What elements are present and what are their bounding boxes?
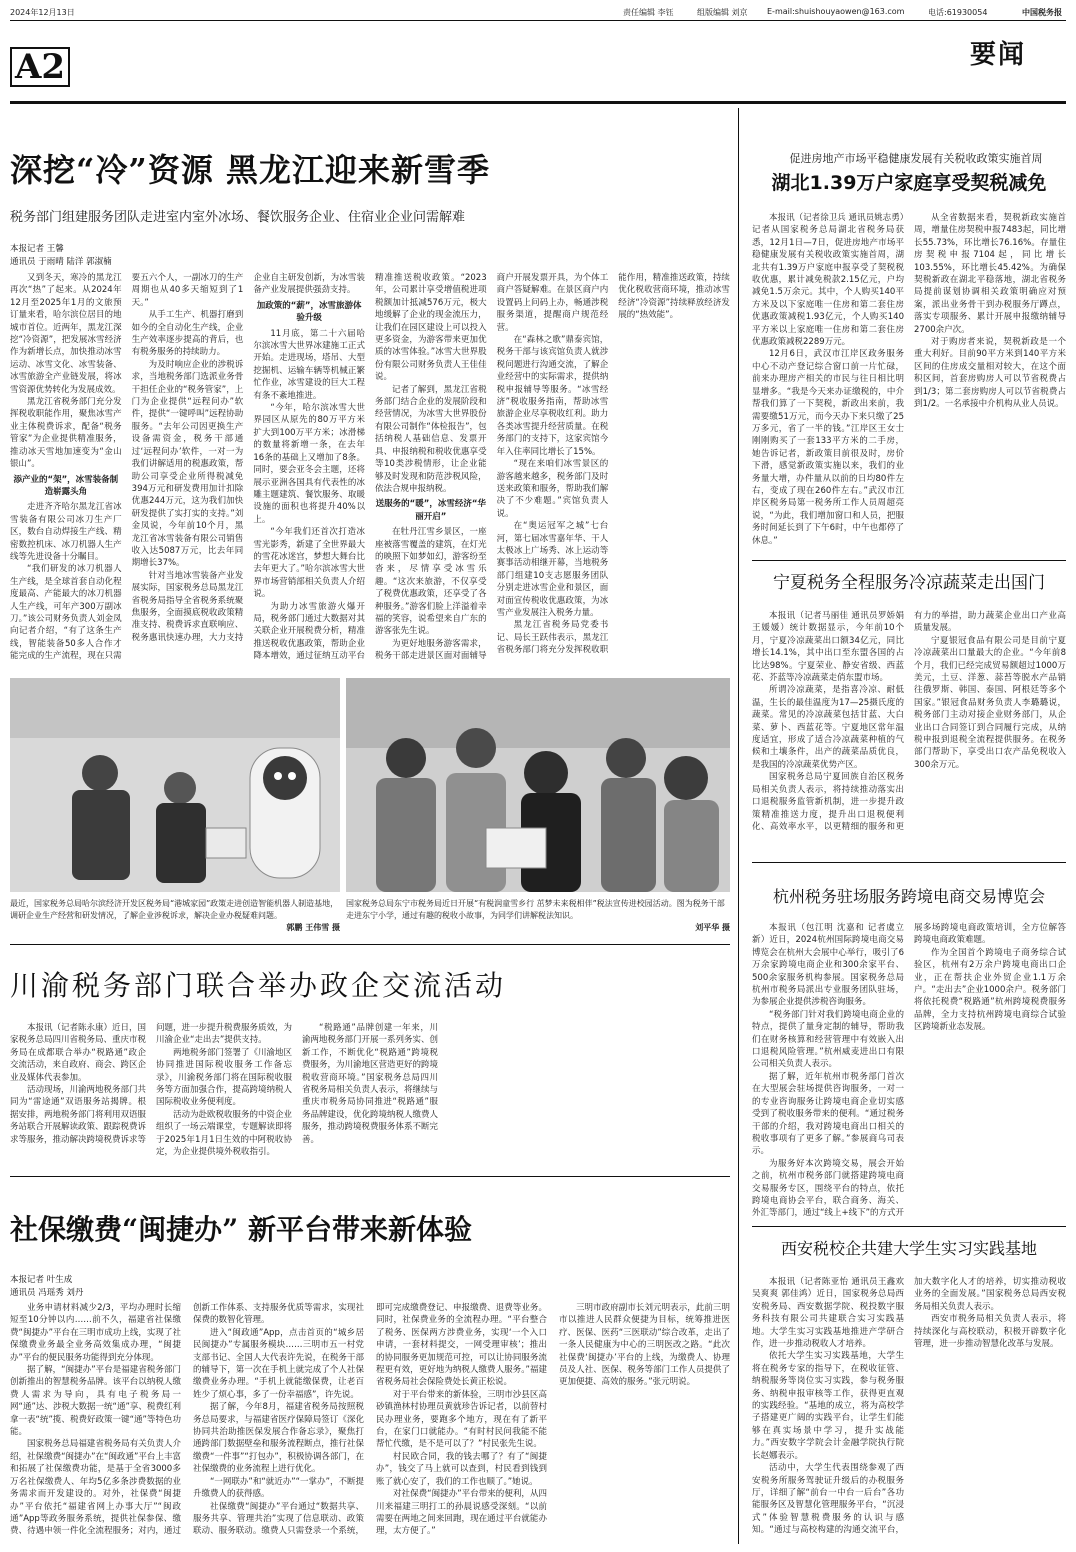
- main-byline-reporter: 本报记者 王馨: [10, 244, 64, 254]
- article-paragraph: 从手工生产、机器打磨到如今的全自动化生产线，企业生产效率逐步提高的背后，也有税务服务的持续助力。: [131, 310, 244, 358]
- page-header: [0, 0, 1076, 20]
- article-paragraph: 三明市政府副市长刘元明表示，此前三明市以推进人民群众便捷为目标，统筹推进医疗、医保、医药“三医联动”综合改革，走出了一条人民健康为中心的三明医改之路。“此次社保费‘闽捷办’平台的上线，为缴费人、协理员及人社、医保、税务等部门工作人员提供了更加便捷、高效的服务。”张元明说。: [559, 1303, 730, 1388]
- article-paragraph: 为服务好本次跨境交易，展会开始之前，杭州市税务部门就搭建跨境电商交易服务专区，围绕平台的特点，依托跨境电商协会平台，联合商务、海关、外汇等部门，通过“线上+线下”的方式开展多场跨境电商政策培训，全方位解答跨境电商政策难题。: [752, 923, 1066, 1219]
- article-paragraph: 国家税务总局宁夏回族自治区税务局相关负责人表示，将持续推动落实出口退税服务监管新机制，进一步提升政策精准推送力度，提升出口退税便利化、高效率水平，以更精细的服务和更有力的举措，助力蔬菜企业出口产业高质量发展。: [752, 611, 1066, 832]
- article-paragraph: 所谓冷凉蔬菜，是指喜冷凉、耐低温，生长的最佳温度为17—25摄氏度的蔬菜。常见的冷凉蔬菜包括甘蓝、大白菜、萝卜、西蓝花等。宁夏地区常年温度适宜，形成了适合冷凉蔬菜种植的气候和土壤条件，出产的蔬菜品质优良，是我国的冷凉蔬菜优势产区。: [752, 685, 904, 770]
- article-paragraph: 针对当地冰雪装备产业发展实际，国家税务总局黑龙江省税务局指导全省税务系统聚焦服务，全面摸底税收政策精准支持、税费诉求直联响应、税务惠讯快速办理，大力支持企业自主研发创新，为冰雪装备产业发展提供强劲支持。: [131, 273, 365, 643]
- article-paragraph: 在牡丹江雪乡景区，一座座被落雪覆盖的建筑，在灯光的映照下如梦如幻，游客纷至沓来，尽情享受冰雪乐趣。“这次来旅游，不仅享受了税费优惠政策，还享受了各种服务。”游客们脸上洋溢着幸福的笑容，说希望来自广东的游客张先生说。: [374, 527, 487, 637]
- ningxia-article-body: [752, 610, 1066, 854]
- header-rule: [10, 20, 1066, 21]
- xian-headline: 西安税校企共建大学生实习实践基地: [780, 1239, 1037, 1258]
- hangzhou-article-body: [752, 922, 1066, 1222]
- divider-1: [10, 944, 730, 945]
- contact-phone: 电话:61930054: [928, 8, 988, 17]
- chuanyu-article-body: [10, 1022, 730, 1170]
- main-subtitle: 税务部门组建服务团队走进室内室外冰场、餐饮服务企业、住宿业企业问需解难: [10, 210, 466, 225]
- robot-photo: [10, 678, 340, 892]
- layout-editor: 组版编辑 刘京: [697, 8, 748, 17]
- main-byline: [10, 243, 170, 269]
- article-paragraph: 据了解，近年杭州市税务部门首次在大型展会驻场提供咨询服务，一对一的专业咨询服务让跨境电商企业切实感受到了税收服务带来的便利。“通过税务干部的介绍，我对跨境电商出口相关的税收事项有了更多了解。”参展商乌司表示。: [752, 1071, 904, 1157]
- newspaper-name: 中国税务报: [1022, 8, 1062, 17]
- article-paragraph: 为更好地服务游客需求，税务干部走进景区面对面辅导商户开展发票开具，为个体工商户答疑解难。在景区商户内设置码上问码上办，畅通涉税服务渠道，提醒商户规范经营。: [374, 273, 609, 662]
- divider-2: [10, 1176, 730, 1177]
- hubei-headline: 湖北1.39万户家庭享受契税减免: [771, 172, 1047, 194]
- xian-article-body: [752, 1276, 1066, 1542]
- main-photo-left: [10, 678, 340, 892]
- issue-date: 2024年12月13日: [10, 8, 75, 17]
- article-paragraph: 在“奥运冠军之城”七台河，第七届冰雪嘉年华、干人太极冰上广场秀、冰上运动等赛事活动相继开幕，当地税务部门组建10支志愿服务团队分别走进冰雪企业和景区，面对面宣传税收优惠政策，为冰雪产业发展注入税务力量。: [496, 521, 609, 618]
- main-photo-right: [346, 678, 730, 892]
- minjie-headline: 社保缴费“闽捷办” 新平台带来新体验: [10, 1213, 472, 1246]
- article-paragraph: 12月6日，武汉市江岸区政务服务中心不动产登记综合窗口前一片忙碌，前来办理房产相关的市民与往日相比明显增多。“我是今天来办证缴税的，中介帮我们算了一下契税，新政出来前，我需要缴51万元，而今天办下来只缴了25万多元，省了一半的钱。”江岸区王女士刚刚购买了一套133平方米的二手房，她告诉记者，新政策目前很及时，房价下滑，感觉新政策实施以来，我们的业务量大增，办件量从以前的日均80件左右，变成了现在260件左右。”武汉市江岸区税务局第一税务所工作人员周超亮说，“为此，我们增加窗口和人员，把服务时间延长到了下午6时，中午也都停了休息。”: [752, 349, 904, 546]
- article-paragraph: “税路通”品牌创建一年来，川渝两地税务部门开展一系列务实、创新工作，不断优化“税路通”跨境税费服务，为川渝地区营造更好的跨境税收营商环境。”国家税务总局四川省税务局相关负责人表示，将继续与重庆市税务局协同推进“税路通”服务品牌建设，优化跨境纳税人缴费人服务，推动跨境税费服务体系不断完善。: [302, 1023, 439, 1145]
- article-paragraph: “税务部门针对我们跨境电商企业的特点，提供了量身定制的辅导，帮助我们在财务核算和经营管理中有效嵌入出口退税风险管理。”杭州威麦进出口有限公司相关负责人表示。: [752, 1009, 904, 1070]
- article-paragraph: 11月底，第二十六届哈尔滨冰雪大世界冰建施工正式开始。走进现场，塔吊、大型挖掘机、运输车辆等机械正繁忙作业，冰雪建设的巨大工程有条不紊地推进。: [253, 328, 365, 401]
- classroom-photo: [346, 678, 730, 892]
- hubei-article-body: [752, 212, 1066, 552]
- chuanyu-headline: 川渝税务部门联合举办政企交流活动: [10, 969, 507, 1002]
- article-subhead: 送服务的“暖”，冰雪经济“华丽开启”: [375, 499, 486, 522]
- article-paragraph: 对社保费“闽捷办”平台带来的便利，从四川来福建三明打工的孙晨说感受深刻。“以前需要在两地之间来回跑，现在通过平台就能办理，太方便了。”: [376, 1489, 547, 1537]
- article-paragraph: 本报讯（记者马丽佳 通讯员罗娇娟 王媛媛）统计数据显示，今年前10个月，宁夏冷凉蔬菜出口额34亿元，同比增长14.1%，其中出口至东盟各国的占比达98%。宁夏荣业、静安省级、西蓝花、芥蓝等冷凉蔬菜走俏东盟市场。: [752, 611, 904, 684]
- article-paragraph: 活动为赴欧税收服务的中资企业组织了一场云端课堂，专题解读即将于2025年1月1日生效的中阿税收协定，为企业提供境外税收指引。: [156, 1109, 293, 1158]
- article-paragraph: 依托大学生实习实践基地，大学生将在税务专家的指导下，在税收征管、纳税服务等岗位实习实践，参与税务服务、纳税申报审核等工作，获得更直观的实践经验。“基地的成立，将为高校学子搭建更广阔的实践平台，让学生们能够在真实场景中学习，提升实战能力。”西安数字学院会计金融学院执行院长赵娜表示。: [752, 1351, 904, 1461]
- minjie-byline-reporter: 本报记者 叶生成: [10, 1275, 73, 1285]
- article-paragraph: 据了解，“闽捷办”平台是福建省税务部门创新推出的智慧税务品牌。该平台以纳税人缴费人需求为导向，具有电子税务局一网“通”达、涉税大数据一统“通”享、税费红利拿一表“统”揽、税费好政策一键“通”等特色功能。: [10, 1365, 181, 1438]
- article-paragraph: “一网联办”和“就近办”“一掌办”，不断提升缴费人的获得感。: [193, 1476, 364, 1500]
- article-paragraph: 两地税务部门签署了《川渝地区协同推进国际税收服务工作备忘录》，川渝税务部门将在国际税收服务等方面加强合作，提高跨境纳税人国际税收业务便利度。: [156, 1047, 293, 1108]
- responsible-editor: 责任编辑 李钰: [623, 8, 674, 17]
- article-paragraph: 为助力冰雪旅游火爆开局，税务部门通过大数据对其关联企业开展税费分析，精准推送税收优惠政策，帮助企业降本增效，通过征纳互动平台精准推送税收政策。“2023年，公司累计享受增值税进项税额加计抵减576万元，极大地缓解了企业的现金流压力，让我们在园区建设上可以投入更多资金，为游客带来更加优质的冰雪体验。”冰雪大世界股份有限公司财务负责人王佳佳说。: [253, 273, 487, 662]
- section-label: 要闻: [970, 40, 1027, 70]
- article-paragraph: “今年，哈尔滨冰雪大世界园区从原先的80万平方米扩大到100万平方米；冰滑梯的数量将新增一条，在去年16条的基础上又增加了8条。同时，要会亚冬会主题，还将展示亚洲各国具有代表性的冰雕主题建筑、餐饮服务、取暖设施的面积也将提升40%以上。: [253, 403, 365, 525]
- ningxia-headline: 宁夏税务全程服务冷凉蔬菜走出国门: [773, 573, 1045, 593]
- article-paragraph: 黑龙江省税务部门充分发挥税收职能作用，聚焦冰雪产业主体税费诉求，配备“税务管家”为企业提供精准服务，推动冰天雪地加速变为“金山银山”。: [10, 397, 122, 470]
- article-paragraph: “现在来咱们冰雪景区的游客越来越多，税务部门及时送来政策和服务，帮助我们解决了不少难题。”宾馆负责人说。: [496, 459, 609, 519]
- masthead-rule: [10, 101, 1066, 104]
- article-paragraph: 为及时响应企业的涉税诉求，当地税务部门选派业务骨干担任企业的“税务管家”，上门为企业提供“远程问办”软件，提供“一键呼叫”远程协助服务。“去年公司因更换生产设备需资金，税务干部通过‘远程问办’软件，一对一为我们讲解适用的税惠政策，帮助公司享受企业所得税减免394万元和研发费用加计扣除优惠244万元，这为我们加快研发提供了实打实的支持。”刘金凤说，今年前10个月，黑龙江省冰雪装备有限公司销售收入达5087万元，比去年同期增长37%。: [131, 359, 244, 569]
- article-paragraph: “我们研发的冰刀机器人生产线，是全球首套自动化程度最高、产能最大的冰刀机器人生产线，可年产300万副冰刀。”该公司财务负责人刘金凤向记者介绍，“有了这条生产线，智能装备50多人合作才能完成的生产流程，现在只需要五六个人，一副冰刀的生产周期也从40多天缩短到了1天。”: [10, 273, 244, 662]
- article-paragraph: 西安市税务局相关负责人表示，将持续深化与高校联动，积极开辟数字化管理，进一步推动智慧化改革与发展。: [914, 1314, 1066, 1350]
- article-paragraph: 黑龙江省税务局党委书记、局长王跃伟表示，黑龙江省税务部门将充分发挥税收职能作用，精准推送政策，持续优化税收营商环境，推动冰雪经济“冷资源”持续释放经济发展的“热效能”。: [496, 273, 730, 656]
- article-paragraph: 国家税务总局福建省税务局有关负责人介绍，社保缴费“闽捷办”在“闽政通”平台上丰富和拓展了社保缴费功能，是基于全省3000多万名社保缴费人、年均5亿多条涉费数据的业务需求而开发建设的。对外，社保费“闽捷办”平台依托“福建省网上办事大厅”“闽政通”App等政务服务系统，提供社保参保、缴费、待遇申领一件化全流程服务；对内，通过创新工作体系、支持服务优质等需求，实现社保费的数智化管理。: [10, 1303, 364, 1537]
- main-headline: 深挖“冷”资源 黑龙江迎来新雪季: [10, 151, 490, 189]
- article-paragraph: 又到冬天，寒冷的黑龙江再次“热”了起来。从2024年12月至2025年1月的文旅预订量来看，哈尔滨位居目的地城市首位。近两年，黑龙江深挖“冷资源”，把发展冰雪经济作为新增长点，加快推动冰雪运动、冰雪文化、冰雪装备、冰雪旅游全产业链发展，将冰雪资源优势转化为发展成效。: [10, 273, 122, 395]
- main-article-body: [10, 272, 730, 668]
- article-paragraph: 村民欧合同，我的钱去哪了？有了“闽捷办”，钱交了马上就可以查到，村民看到钱到账了就心安了，我们的工作也顺了。”她说。: [376, 1451, 547, 1487]
- hubei-kicker: 促进房地产市场平稳健康发展有关税收政策实施首周: [789, 152, 1043, 165]
- article-paragraph: 本报讯（记者陈永康）近日，国家税务总局四川省税务局、重庆市税务局在成都联合举办“税路通”政企交流活动，来自政府、商会、跨区企业及媒体代表参加。: [10, 1023, 147, 1083]
- minjie-byline-correspondents: 通讯员 冯瑶秀 刘丹: [10, 1288, 84, 1298]
- divider-5: [752, 1226, 1066, 1227]
- hangzhou-headline: 杭州税务驻场服务跨境电商交易博览会: [772, 887, 1045, 906]
- article-paragraph: “今年我们还首次打造冰雪光影秀，新建了全世界最大的雪花冰迷宫，梦想大舞台比去年更大了。”哈尔滨冰雪大世界市场营销部相关负责人介绍说。: [253, 527, 365, 600]
- article-paragraph: 本报讯（包江明 沈嘉和 记者虞立新）近日，2024杭州国际跨境电商交易博览会在杭州大会展中心举行，吸引了6万余家跨境电商企业和300余家平台、500余家服务机构参展。国家税务总局杭州市税务局派出专业服务团队驻场，为参展企业提供涉税咨询服务。: [752, 923, 904, 1008]
- article-paragraph: 从全省数据来看，契税新政实施首周，增量住房契税申报7483起，同比增长55.73%，环比增长76.16%。存量住房契税申报7104起，同比增长103.55%，环比增长45.42%。为确保契税新政在湖北平稳落地，湖北省税务局提前谋划协调相关政策明确应对预案，派出业务骨干到办税服务厅蹲点，落实专项服务、累计开展申报缴纳辅导2700余户次。: [914, 213, 1066, 335]
- photo-caption-right: 国家税务总局东宁市税务局近日开展“有税润童雪乡行 茁梦未来税相伴”税法宣传进校园活动。图为税务干部走进东宁小学，通过有趣的税收小故事，为同学们讲解税法知识。: [346, 899, 725, 920]
- article-paragraph: 对于平台带来的新体验，三明市沙县区高砂镇渔林村协理员黄就珍告诉记者，以前替村民办理业务，要跑多个地方，现在有了新平台，在家门口就能办。“有时村民问我能不能帮忙代缴，是不是可以了？”村民张先生说。: [376, 1389, 547, 1450]
- article-paragraph: 记者了解到，黑龙江省税务部门结合企业的发展阶段和经营情况，为冰雪大世界股份有限公司制作“体检报告”，包括纳税人基础信息、发票开具、申报纳税和税收优惠享受等10类涉税情形，让企业能够及时发现和防范涉税风险，依法合规申报纳税。: [374, 384, 487, 494]
- divider-4: [752, 862, 1066, 863]
- article-subhead: 加政策的“薪”，冰雪旅游体验升级: [256, 300, 362, 324]
- divider-3: [752, 560, 1066, 561]
- article-paragraph: 社保缴费“闽捷办”平台通过“数据共享、服务共享、管理共治”实现了信息联动、政策联动、服务联动。缴费人只需登录一个系统，即可完成缴费登记、申报缴费、退费等业务。同时，社保费业务的全流程办理。“平台整合了税务、医保两方涉费业务，实现‘一个入口申请，一套材料提交，一网受理审核’；推出的协同服务更加规范可控，可以让协同服务流程更有效，更好地为纳税人缴费人服务。”福建省税务局社会保险费处长黄正松说。: [193, 1303, 547, 1537]
- article-paragraph: 本报讯（记者徐卫兵 通讯员姚志勇）记者从国家税务总局湖北省税务局获悉，12月1日—7日，促进房地产市场平稳健康发展有关税收政策实施首周，湖北共有1.39万户家庭申报享受了契税税收优惠，累计减免税款2.15亿元，户均减免1.5万余元。其中，个人购买140平方米及以下家庭唯一住房和第二套住房优惠政策减税1.93亿元，个人购买140平方米以上家庭唯一住房和第二套住房优惠政策减税2289万元。: [752, 213, 904, 348]
- contact-email[interactable]: E-mail:shuishouyaowen@163.com: [767, 7, 905, 16]
- article-paragraph: 活动现场，川渝两地税务部门共同为“雷途通”双语服务站揭牌。根据安排，两地税务部门将利用双语服务站联合开展解读政策、跟踪税费诉求等服务，推动解决跨境税费诉求等问题，进一步提升税费服务质效，为川渝企业“走出去”提供支持。: [10, 1023, 293, 1145]
- article-subhead: 添产业的“架”，冰雪装备制造崭露头角: [13, 474, 119, 497]
- article-paragraph: 在“森林之歌”鼎泰宾馆，税务干部与该宾馆负责人就涉税问题进行沟通交流，了解企业经营中的实际需求，提供纳税申报辅导等服务。“冰雪经济”税收服务指南，帮助冰雪旅游企业尽享税收红利。助力各类冰雪提升经营质量。在税务部门的支持下，这家宾馆今年入住率同比增长了15%。: [496, 335, 609, 457]
- article-paragraph: 活动中，大学生代表围绕参观了西安税务所服务驾驶证升级后的办税服务厅，详细了解“前台一中台一后台”各功能服务区及智慧化管理服务平台，“沉浸式”体验智慧税费服务的认识与感知。“通过与高校构建的沟通交流平台，加大数字化人才的培养，切实推动税收业务的全面发展。”国家税务总局西安税务局相关负责人表示。: [752, 1277, 1066, 1536]
- main-byline-correspondents: 通讯员 于雨晴 陆洋 郭淑楠: [10, 257, 112, 267]
- article-paragraph: 本报讯（记者陈亚怡 通讯员王鑫欢 吴爽爽 郭佳鸿）近日，国家税务总局西安税务局、西安数据学院、税投数字服务科技有限公司共建联合实习实践基地。大学生实习实践基地推进产学研合作，进一步推动税收人才培养。: [752, 1277, 904, 1350]
- photo-credit-left: 郭鹏 王伟雪 摄: [286, 923, 340, 932]
- article-paragraph: 进入“闽政通”App，点击首页的“城乡居民闽捷办”专属服务模块……三明市五一村党支部书记、全国人大代表许先说，在税务干部的辅导下，第一次在手机上就完成了个人社保缴费业务办理。“手机上就能缴保费，让老百姓少了烦心事，多了一份幸福感”，许先说。: [193, 1327, 364, 1400]
- article-paragraph: 作为全国首个跨境电子商务综合试验区，杭州有2万余户跨境电商出口企业，正在帮扶企业外贸企业1.1万余户。“走出去”企业1000余户。税务部门将依托税费“税路通”杭州跨境税费服务品牌，全力支持杭州跨境电商综合试验区跨境新业态发展。: [914, 947, 1066, 1033]
- minjie-article-body: [10, 1302, 730, 1542]
- article-paragraph: 对于购房者来说，契税新政是一个重大利好。目前90平方米到140平方米区间的住房成交量相对较大，在这个面积区间，首套房购房人可以节省税费占到1/3；第二套房购房人可以节省税费占到1/2。一名承接中介机构从业人员说。: [914, 337, 1066, 410]
- article-paragraph: 走进齐齐哈尔黑龙江省冰雪装备有限公司冰刀生产厂区，数台自动焊接生产线、精密数控机床、冰刀机器人生产线等先进设备十分瞩目。: [10, 502, 122, 562]
- article-paragraph: 据了解，今年8月，福建省税务局按照税务总局要求，与福建省医疗保障局签订《深化协同共治助推医保发展合作备忘录》，聚焦打通跨部门数据壁垒和服务流程断点，推行社保缴费“一件事”“打包办”，积极协调各部门，在社保缴费的业务流程上进行优化。: [193, 1402, 364, 1475]
- article-paragraph: 业务申请材料减少2/3，平均办理时长缩短至10分钟以内……前不久，福建省社保缴费“闽捷办”平台在三明市成功上线，实现了社保缴费业务最全业务高效集成办理，“闽捷办”平台的便民服务功能得到充分体现。: [10, 1303, 181, 1363]
- page-code: A2: [10, 47, 70, 87]
- article-paragraph: 宁夏银冠食品有限公司是目前宁夏冷凉蔬菜出口量最大的企业。“今年前8个月，我们已经完成贸易额超过1000万美元，土豆、洋葱、蒜苔等脱水产品销往俄罗斯、韩国、泰国、阿根廷等多个国家。”银冠食品财务负责人李璐璐说，税务部门主动对接企业财务部门，从企业出口合同签订到合同履行完成，从纳税申报到退税全流程提供服务。在税务部门帮助下，享受出口农产品免税收入300余万元。: [914, 635, 1066, 770]
- photo-credit-right: 刘平华 摄: [695, 923, 730, 932]
- photo-caption-left: 最近，国家税务总局哈尔滨经济开发区税务局“港城家园”政策走进创造智能机器人制造基地，调研企业生产经营和研发情况，了解企业涉税诉求，解决企业办税疑难问题。: [10, 899, 339, 920]
- right-column-rule: [738, 108, 739, 1544]
- minjie-byline: [10, 1274, 170, 1300]
